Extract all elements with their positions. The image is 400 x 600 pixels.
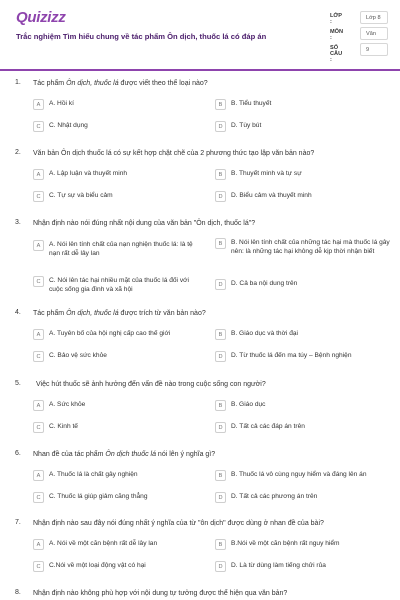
- option-text: C. Tự sự và biểu cảm: [49, 192, 113, 199]
- question-text: Nhận định nào sau đây nói đúng nhất ý nghĩa của từ "ôn dịch" được dùng ở nhan đề của bài?: [33, 520, 324, 527]
- question-text: Nhận định nào không phù hợp với nội dung tự tưởng được thể hiện qua văn bản?: [33, 590, 288, 597]
- option-text: B. Giáo dục: [231, 401, 266, 408]
- option-text: D. Là từ dùng làm tiếng chửi rủa: [231, 562, 326, 569]
- option-text: B. Giáo dục và thời đại: [231, 330, 298, 337]
- option-text: C. Thuốc lá giúp giảm căng thẳng: [49, 493, 148, 500]
- option-letter: A: [33, 169, 44, 180]
- option-letter: A: [33, 329, 44, 340]
- question-number: 1.: [15, 79, 21, 86]
- option-letter: B: [215, 470, 226, 481]
- option-text: B. Nói lên tính chất của những tác hại mà thuốc lá gây nên: là những tác hại không dễ kịp thời nhận biết: [231, 239, 390, 255]
- option-letter: A: [33, 400, 44, 411]
- option-letter: C: [33, 422, 44, 433]
- option-text: C. Kinh tế: [49, 423, 78, 430]
- option-text: D. Tất cả các phương án trên: [231, 493, 318, 500]
- option-text: A. Hồi kí: [49, 100, 74, 107]
- question-text: Tác phẩm Ôn dịch, thuốc lá được viết theo thể loại nào?: [33, 80, 208, 87]
- option-letter: C: [33, 561, 44, 572]
- option-letter: D: [215, 492, 226, 503]
- option-text: C. Nhật dụng: [49, 122, 88, 129]
- option-text: C. Nói lên tác hại nhiều mặt của thuốc lá đối với cuộc sống gia đình và xã hội: [49, 277, 189, 293]
- question-number: 7.: [15, 519, 21, 526]
- question-text: Tác phẩm Ôn dịch, thuốc lá được trích từ văn bản nào?: [33, 310, 206, 317]
- meta-label: LỚP :: [330, 13, 342, 25]
- option-letter: D: [215, 121, 226, 132]
- grade-field: Lớp 8: [360, 11, 388, 24]
- question-text: Nhận định nào nói đúng nhất nội dung của văn bản "Ôn dịch, thuốc lá"?: [33, 220, 256, 227]
- option-letter: B: [215, 400, 226, 411]
- question-text: Nhan đề của tác phẩm Ôn dịch thuốc lá nói lên ý nghĩa gì?: [33, 451, 216, 458]
- option-text: B.Nói về một căn bệnh rất nguy hiểm: [231, 540, 340, 547]
- header-divider: [0, 69, 400, 71]
- option-letter: A: [33, 470, 44, 481]
- question-text: Việc hút thuốc sẽ ảnh hưởng đến vấn đề nào trong cuộc sống con người?: [36, 381, 266, 388]
- option-letter: B: [215, 169, 226, 180]
- option-text: D. Biểu cảm và thuyết minh: [231, 192, 312, 199]
- option-text: A. Thuốc lá là chất gây nghiện: [49, 471, 138, 478]
- option-text: A. Nói về một căn bệnh rất dễ lây lan: [49, 540, 158, 547]
- option-letter: D: [215, 191, 226, 202]
- worksheet-header: [0, 0, 400, 62]
- option-letter: B: [215, 238, 226, 249]
- question-number: 3.: [15, 219, 21, 226]
- option-text: A. Tuyên bố của hội nghị cấp cao thế giới: [49, 330, 171, 337]
- option-letter: B: [215, 539, 226, 550]
- option-text: A. Lập luận và thuyết minh: [49, 170, 128, 177]
- page-title: Trắc nghiệm Tìm hiểu chung về tác phẩm Ôn dịch, thuốc lá có đáp án: [16, 32, 267, 41]
- option-text: B. Thuyết minh và tự sự: [231, 170, 302, 177]
- option-letter: B: [215, 99, 226, 110]
- question-number: 5.: [15, 380, 21, 387]
- question-number: 6.: [15, 450, 21, 457]
- option-letter: D: [215, 561, 226, 572]
- question-number: 4.: [15, 309, 21, 316]
- option-text: C.Nói về một loại động vật có hại: [49, 562, 146, 569]
- question-number: 2.: [15, 149, 21, 156]
- option-text: D. Tùy bút: [231, 122, 262, 129]
- option-letter: C: [33, 121, 44, 132]
- subject-field: Văn: [360, 27, 388, 40]
- option-letter: A: [33, 240, 44, 251]
- option-letter: A: [33, 99, 44, 110]
- option-text: C. Bảo vệ sức khỏe: [49, 352, 107, 359]
- meta-label: MÔN :: [330, 29, 344, 41]
- option-text: D. Từ thuốc lá đến ma túy – Bệnh nghiện: [231, 352, 352, 359]
- option-letter: A: [33, 539, 44, 550]
- question-text: Văn bản Ôn dịch thuốc lá có sự kết hợp chặt chẽ của 2 phương thức tạo lập văn bản nào?: [33, 150, 315, 157]
- option-letter: D: [215, 351, 226, 362]
- quizizz-logo: Quizizz: [16, 9, 66, 26]
- option-letter: C: [33, 191, 44, 202]
- meta-label: SỐ CÂU :: [330, 45, 343, 63]
- option-text: A. Sức khỏe: [49, 401, 86, 408]
- option-letter: C: [33, 276, 44, 287]
- option-letter: D: [215, 422, 226, 433]
- option-letter: C: [33, 492, 44, 503]
- option-text: D. Cả ba nội dung trên: [231, 280, 298, 287]
- option-letter: D: [215, 279, 226, 290]
- question-count-field: 9: [360, 43, 388, 56]
- option-letter: B: [215, 329, 226, 340]
- option-text: A. Nói lên tính chất của nạn nghiện thuốc lá: là tệ nạn rất dễ lây lan: [49, 241, 193, 257]
- option-text: B. Thuốc lá vô cùng nguy hiểm và đáng lên án: [231, 471, 367, 478]
- option-letter: C: [33, 351, 44, 362]
- option-text: B. Tiểu thuyết: [231, 100, 272, 107]
- question-number: 8.: [15, 589, 21, 596]
- option-text: D. Tất cả các đáp án trên: [231, 423, 305, 430]
